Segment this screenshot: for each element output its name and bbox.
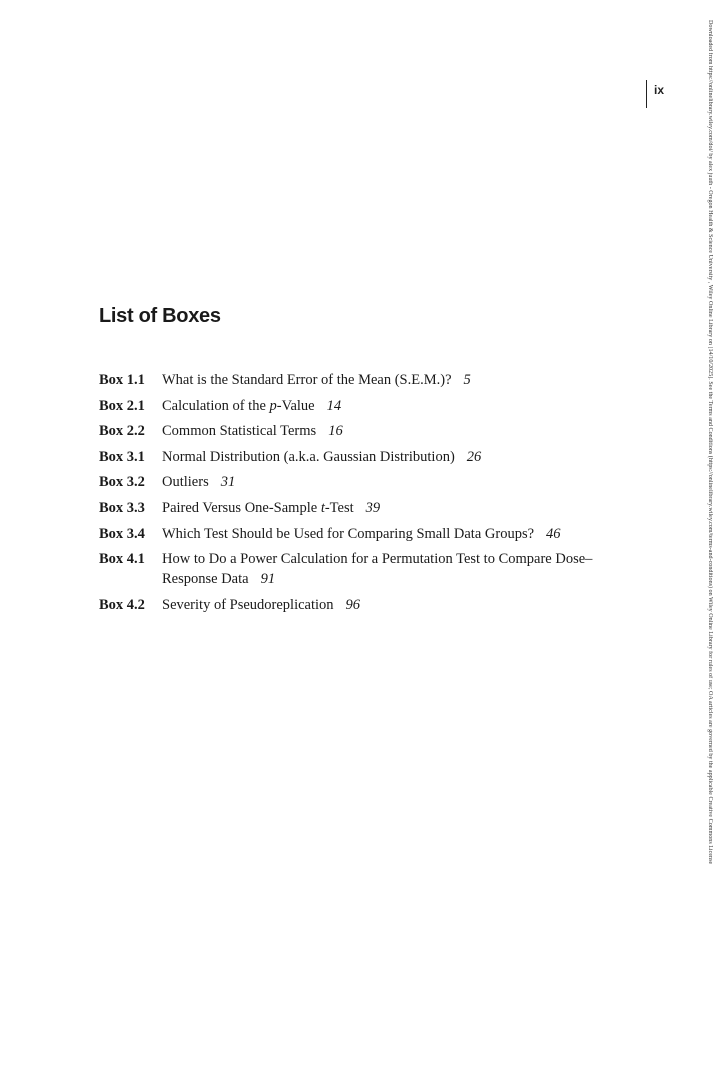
box-title-italic: p [269, 397, 277, 414]
box-title: How to Do a Power Calculation for a Permutation Test to Compare Dose–Response Data [162, 551, 593, 588]
box-entry [162, 498, 639, 518]
box-title: What is the Standard Error of the Mean (S.E.M.)? [162, 372, 452, 388]
box-number: Box 2.1 [99, 397, 145, 414]
box-number: Box 3.2 [99, 474, 145, 491]
box-title: Normal Distribution (a.k.a. Gaussian Distribution) [162, 448, 455, 465]
list-item[interactable] [99, 447, 639, 467]
box-page-number: 46 [546, 525, 561, 542]
page-number-rule [646, 80, 664, 108]
box-entry [162, 370, 639, 390]
box-entry [162, 549, 639, 589]
box-number: Box 1.1 [99, 372, 145, 388]
box-entry [162, 447, 639, 467]
box-entry [162, 472, 639, 492]
box-title: Which Test Should be Used for Comparing Small Data Groups? [162, 525, 535, 542]
box-page-number: 16 [328, 423, 343, 440]
box-number: Box 3.4 [99, 525, 145, 542]
list-item[interactable] [99, 370, 639, 390]
box-page-number: 26 [466, 448, 482, 465]
box-page-number: 91 [260, 571, 276, 588]
list-item[interactable] [99, 498, 639, 518]
list-item[interactable] [99, 472, 639, 492]
box-number: Box 3.3 [99, 499, 145, 516]
page-number: ix [654, 83, 665, 97]
list-item[interactable] [99, 595, 639, 615]
box-entry [162, 524, 639, 544]
box-title-rest: -Value [276, 397, 315, 414]
list-item[interactable] [99, 549, 639, 589]
box-title: Common Statistical Terms [162, 423, 317, 440]
box-entry [162, 396, 639, 416]
list-item[interactable] [99, 421, 639, 441]
box-title-rest: -Test [324, 499, 354, 516]
box-number: Box 2.2 [99, 423, 145, 440]
box-number: Box 4.2 [99, 596, 145, 613]
box-list [99, 370, 639, 620]
box-page-number: 96 [345, 596, 361, 613]
box-page-number: 31 [220, 474, 236, 491]
page-title: List of Boxes [99, 305, 221, 327]
box-number: Box 4.1 [99, 551, 145, 568]
box-title: Paired Versus One-Sample [162, 499, 321, 516]
list-item[interactable] [99, 524, 639, 544]
box-entry [162, 421, 639, 441]
box-number: Box 3.1 [99, 448, 145, 465]
box-title-italic: t [320, 499, 325, 516]
download-notice [705, 20, 713, 1060]
download-notice-text: Downloaded from https://onlinelibrary.wiley.com/doi/ by alex juuth - Oregon Health & Science University , Wiley Online Library on [14/10/2025]. See the Terms and Conditions (https://onlinelibrary.wiley.com/terms-and-conditions) on Wiley Online Library for rules of use; OA articles are governed by the applicable Creative Commons License [707, 20, 713, 865]
box-title: Calculation of the [162, 397, 270, 414]
box-entry [162, 595, 639, 615]
box-page-number: 14 [326, 397, 342, 414]
list-item[interactable] [99, 396, 639, 416]
box-page-number: 5 [463, 372, 471, 388]
box-title: Outliers [162, 474, 209, 491]
box-page-number: 39 [365, 499, 381, 516]
box-title: Severity of Pseudoreplication [162, 596, 334, 613]
